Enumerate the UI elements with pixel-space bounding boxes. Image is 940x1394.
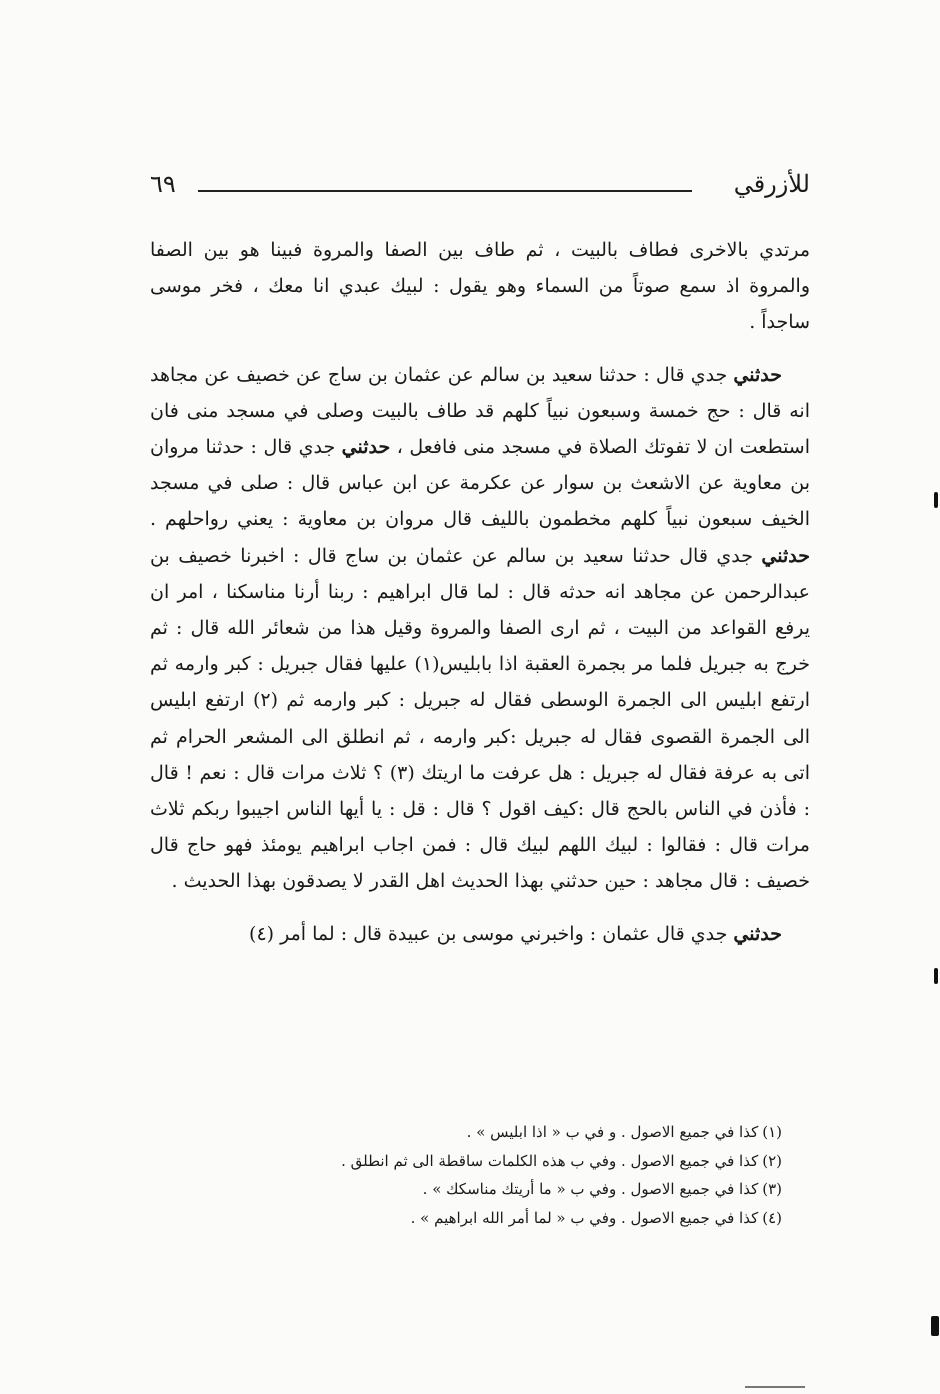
footnote-3 [300, 1175, 782, 1204]
footnote-text: كذا في جميع الاصول . وفي ب « لما أمر الله ابراهيم » . [410, 1208, 759, 1227]
paragraph-text: جدي قال : حدثنا مروان بن معاوية عن الاشعث بن سوار عن عكرمة عن ابن عباس قال : صلى في مسجد الخيف سبعون نبياً كلهم مخطمون بالليف قال مروان بن معاوية : يعني رواحلهم . [150, 436, 810, 531]
footnote-1 [300, 1118, 782, 1147]
main-text [150, 232, 810, 952]
paragraph-text: مرتدي بالاخرى فطاف بالبيت ، ثم طاف بين الصفا والمروة فبينا هو بين الصفا والمروة اذ سمع صوتاً من السماء وهو يقول : لبيك عبدي انا معك ، فخر موسى ساجداً . [150, 239, 810, 334]
paragraph-keyword: حدثني [733, 363, 782, 386]
footnote-mark: (٣) [762, 1180, 782, 1198]
footnote-2 [300, 1147, 782, 1176]
footnotes [300, 1118, 782, 1232]
paragraph-keyword: حدثني [761, 544, 810, 567]
paragraph-keyword: حدثني [341, 436, 391, 459]
paragraph-text: جدي قال : حدثنا سعيد بن سالم عن عثمان بن ساج عن خصيف عن مجاهد انه قال : حج خمسة وسبعون نبياً كلهم قد طاف بالبيت وصلى في مسجد منى فان استطعت ان لا تفوتك الصلاة في مسجد منى فافعل ، [150, 363, 810, 459]
scan-bottom-rule [745, 1386, 805, 1388]
page-header [150, 170, 810, 210]
paragraph-3 [150, 916, 810, 952]
footnote-text: كذا في جميع الاصول . وفي ب « ما أريتك مناسكك » . [422, 1180, 759, 1198]
header-rule [198, 190, 692, 192]
footnote-mark: (١) [762, 1123, 782, 1141]
running-title: للأزرقي [733, 170, 810, 198]
paragraph-2 [150, 357, 810, 900]
page-number: ٦٩ [150, 170, 176, 198]
scan-edge-mark [931, 1316, 939, 1336]
paragraph-text: جدي قال عثمان : واخبرني موسى بن عبيدة قال : لما أمر (٤) [249, 922, 734, 945]
footnote-text: كذا في جميع الاصول . وفي ب هذه الكلمات ساقطة الى ثم انطلق . [341, 1151, 759, 1170]
footnote-text: كذا في جميع الاصول . و في ب « اذا ابليس » . [466, 1123, 759, 1141]
scan-edge-mark [934, 492, 938, 508]
paragraph-text: جدي قال حدثنا سعيد بن سالم عن عثمان بن ساج قال : اخبرنا خصيف بن عبدالرحمن عن مجاهد انه حدثه قال : لما قال ابراهيم : ربنا أرنا مناسكنا ، امر ان يرفع القواعد من البيت ، ثم ارى الصفا والمروة وقيل هذا من شعائر الله قال : ثم خرج به جبريل فلما مر بجمرة العقبة اذا بابليس(١) عليها فقال جبريل : كبر وارمه ثم ارتفع ابليس الى الجمرة الوسطى فقال له جبريل : كبر وارمه ثم (٢) ارتفع ابليس الى الجمرة القصوى فقال له جبريل :كبر وارمه ، ثم انطلق الى المشعر الحرام ثم اتى به عرفة فقال له جبريل : هل عرفت ما اريتك (٣) ؟ ثلاث مرات قال : نعم ! قال : فأذن في الناس بالحج قال :كيف اقول ؟ قال : قل : يا أيها الناس اجيبوا ربكم ثلاث مرات قال : فقالوا : لبيك اللهم لبيك قال : فمن اجاب ابراهيم يومئذ فهو حاج قال خصيف : قال مجاهد : حين حدثني بهذا الحديث اهل القدر لا يصدقون بهذا الحديث . [150, 544, 811, 893]
footnote-mark: (٤) [762, 1208, 782, 1227]
paragraph-1 [150, 232, 810, 341]
footnote-mark: (٢) [762, 1151, 782, 1170]
paragraph-keyword: حدثني [733, 922, 782, 945]
footnote-4 [300, 1204, 782, 1233]
scan-edge-mark [934, 968, 938, 984]
